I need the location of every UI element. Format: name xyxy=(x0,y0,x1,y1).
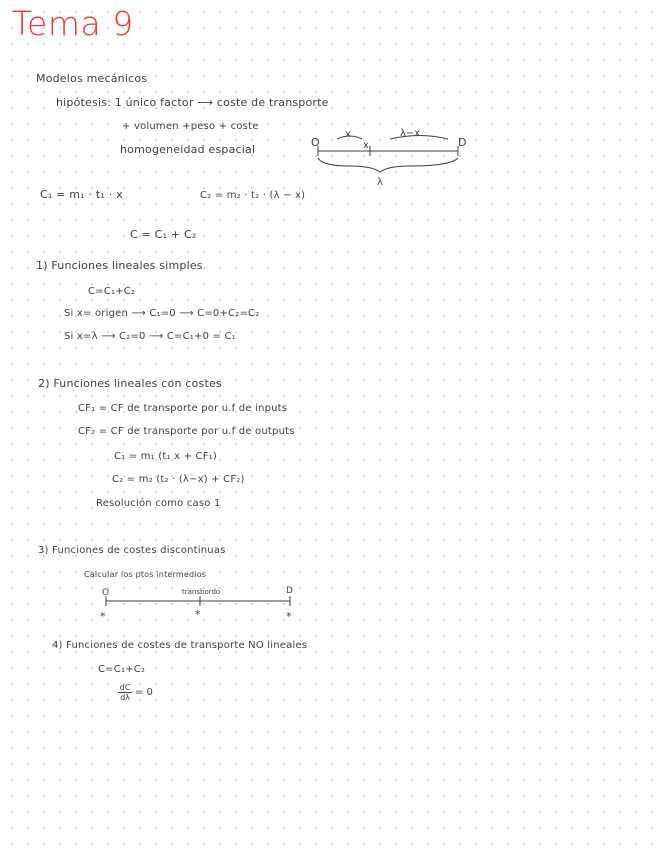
section2-cf1: CF₁ = CF de transporte por u.f de inputs xyxy=(78,403,288,414)
intro-heading: Modelos mecánicos xyxy=(36,72,148,85)
section1-case-origin: Si x= origen ⟶ C₁=0 ⟶ C=0+C₂=C₂ xyxy=(64,308,260,319)
section2-c1: C₁ = m₁ (t₁ x + CF₁) xyxy=(114,451,217,462)
diagram-seg-mid: x xyxy=(363,140,369,151)
section4-heading: 4) Funciones de costes de transporte NO lineales xyxy=(52,640,308,651)
transshipment-mid-label: transbordo xyxy=(182,588,221,596)
section2-c2: C₂ = m₂ (t₂ · (λ−x) + CF₂) xyxy=(112,474,245,485)
eq-c1: C₁ = m₁ · t₁ · x xyxy=(40,188,123,201)
homogeneity-line: homogeneidad espacial xyxy=(120,143,256,156)
diagram-total: λ xyxy=(377,177,383,188)
derivative-numerator: dC xyxy=(119,683,131,692)
page-title: Tema 9 xyxy=(12,4,134,43)
eq-c2: C₂ = m₂ · t₂ · (λ − x) xyxy=(200,190,306,201)
section1-heading: 1) Funciones lineales simples xyxy=(36,259,203,272)
transshipment-start-label: O xyxy=(102,588,110,598)
section3-note: Calcular los ptos intermedios xyxy=(84,570,207,579)
hypothesis-line: hipótesis: 1 único factor ⟶ coste de transporte xyxy=(56,96,329,109)
section2-resolution: Resolución como caso 1 xyxy=(96,498,221,509)
diagram-end-label: D xyxy=(458,136,467,149)
mark-start: * xyxy=(100,610,106,623)
diagram-seg-right: λ−x xyxy=(400,128,421,139)
diagram-start-label: O xyxy=(311,136,320,149)
section4-derivative xyxy=(118,683,153,702)
derivative-rhs: = 0 xyxy=(135,687,153,698)
transshipment-end-label: D xyxy=(286,586,293,596)
section3-heading: 3) Funciones de costes discontinuas xyxy=(38,545,226,556)
derivative-denominator: dλ xyxy=(120,693,130,702)
section4-eq: C=C₁+C₂ xyxy=(98,664,146,675)
mark-mid: * xyxy=(195,608,201,621)
eq-total: C = C₁ + C₂ xyxy=(130,228,197,241)
section1-eq: C=C₁+C₂ xyxy=(88,286,136,297)
mark-end: * xyxy=(286,610,292,623)
factors-line: + volumen +peso + coste xyxy=(122,121,259,132)
section1-case-lambda: Si x=λ ⟶ C₂=0 ⟶ C=C₁+0 = C₁ xyxy=(64,331,236,342)
section2-heading: 2) Funciones lineales con costes xyxy=(38,377,222,390)
section2-cf2: CF₂ = CF de transporte por u.f de outputs xyxy=(78,426,295,437)
diagram-seg-left: x xyxy=(345,129,351,140)
